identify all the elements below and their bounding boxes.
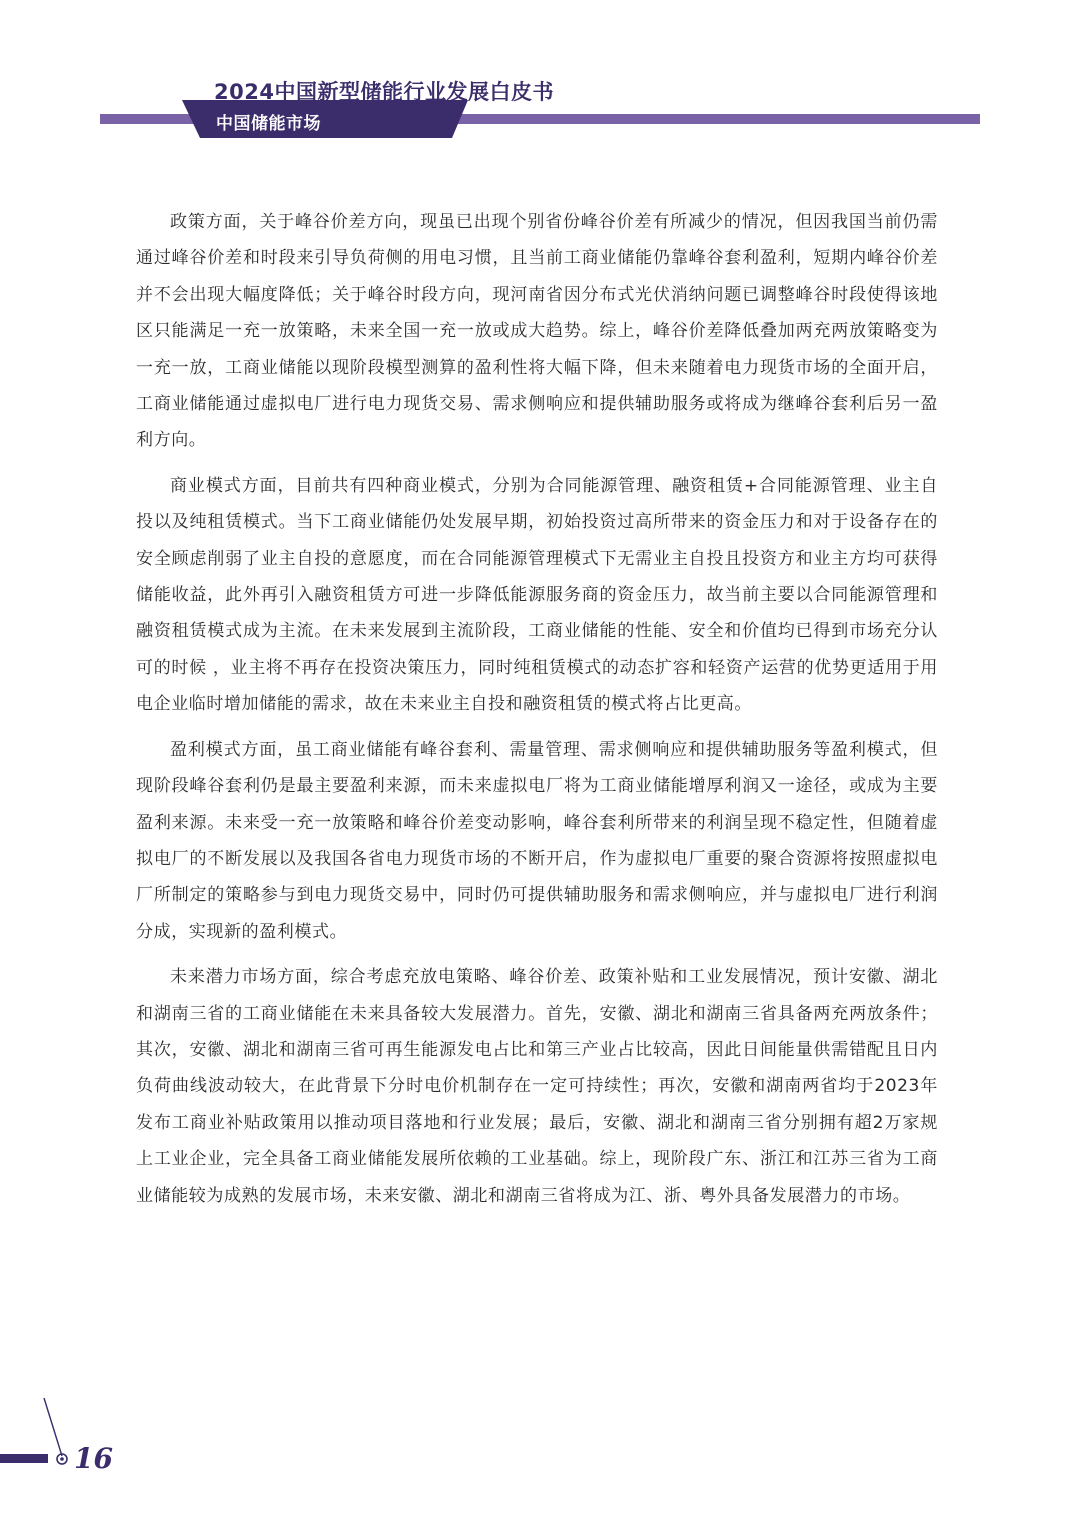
paragraph-policy: 政策方面，关于峰谷价差方向，现虽已出现个别省份峰谷价差有所减少的情况，但因我国当前仍需通过峰谷价差和时段来引导负荷侧的用电习惯，且当前工商业储能仍靠峰谷套利盈利，短期内峰谷价差并不会出现大幅度降低；关于峰谷时段方向，现河南省因分布式光伏消纳问题已调整峰谷时段使得该地区只能满足一充一放策略，未来全国一充一放或成大趋势。综上，峰谷价差降低叠加两充两放策略变为一充一放，工商业储能以现阶段模型测算的盈利性将大幅下降，但未来随着电力现货市场的全面开启，工商业储能通过虚拟电厂进行电力现货交易、需求侧响应和提供辅助服务或将成为继峰谷套利后另一盈利方向。: [136, 212, 938, 451]
paragraph-business-model: 商业模式方面，目前共有四种商业模式，分别为合同能源管理、融资租赁+合同能源管理、业主自投以及纯租赁模式。当下工商业储能仍处发展早期，初始投资过高所带来的资金压力和对于设备存在的安全顾虑削弱了业主自投的意愿度，而在合同能源管理模式下无需业主自投且投资方和业主方均可获得储能收益，此外再引入融资租赁方可进一步降低能源服务商的资金压力，故当前主要以合同能源管理和融资租赁模式成为主流。在未来发展到主流阶段，工商业储能的性能、安全和价值均已得到市场充分认可的时候 ，业主将不再存在投资决策压力，同时纯租赁模式的动态扩容和轻资产运营的优势更适用于用电企业临时增加储能的需求，故在未来业主自投和融资租赁的模式将占比更高。: [136, 475, 938, 715]
page-number: 16: [74, 1442, 113, 1475]
paragraph-potential-market: 未来潜力市场方面，综合考虑充放电策略、峰谷价差、政策补贴和工业发展情况，预计安徽、湖北和湖南三省的工商业储能在未来具备较大发展潜力。首先，安徽、湖北和湖南三省具备两充两放条件；其次，安徽、湖北和湖南三省可再生能源发电占比和第三产业占比较高，因此日间能量供需错配且日内负荷曲线波动较大，在此背景下分时电价机制存在一定可持续性；再次，安徽和湖南两省均于2023年发布工商业补贴政策用以推动项目落地和行业发展；最后，安徽、湖北和湖南三省分别拥有超2万家规上工业企业，完全具备工商业储能发展所依赖的工业基础。综上，现阶段广东、浙江和江苏三省为工商业储能较为成熟的发展市场，未来安徽、湖北和湖南三省将成为江、浙、粤外具备发展潜力的市场。: [136, 967, 938, 1206]
footer-dot-icon: [60, 1457, 64, 1461]
document-title: 2024中国新型储能行业发展白皮书: [214, 80, 554, 104]
footer-diagonal-line: [44, 1398, 62, 1456]
footer-bar: [0, 1454, 48, 1463]
section-title: 中国储能市场: [216, 114, 321, 134]
body-text: [136, 204, 938, 1223]
header-banner: [0, 0, 1080, 150]
header-line-right: [451, 114, 980, 124]
header-line-left: [100, 114, 204, 124]
paragraph-profit-model: 盈利模式方面，虽工商业储能有峰谷套利、需量管理、需求侧响应和提供辅助服务等盈利模式，但现阶段峰谷套利仍是最主要盈利来源，而未来虚拟电厂将为工商业储能增厚利润又一途径，或成为主要盈利来源。未来受一充一放策略和峰谷价差变动影响，峰谷套利所带来的利润呈现不稳定性，但随着虚拟电厂的不断发展以及我国各省电力现货市场的不断开启，作为虚拟电厂重要的聚合资源将按照虚拟电厂所制定的策略参与到电力现货交易中，同时仍可提供辅助服务和需求侧响应，并与虚拟电厂进行利润分成，实现新的盈利模式。: [136, 739, 938, 942]
